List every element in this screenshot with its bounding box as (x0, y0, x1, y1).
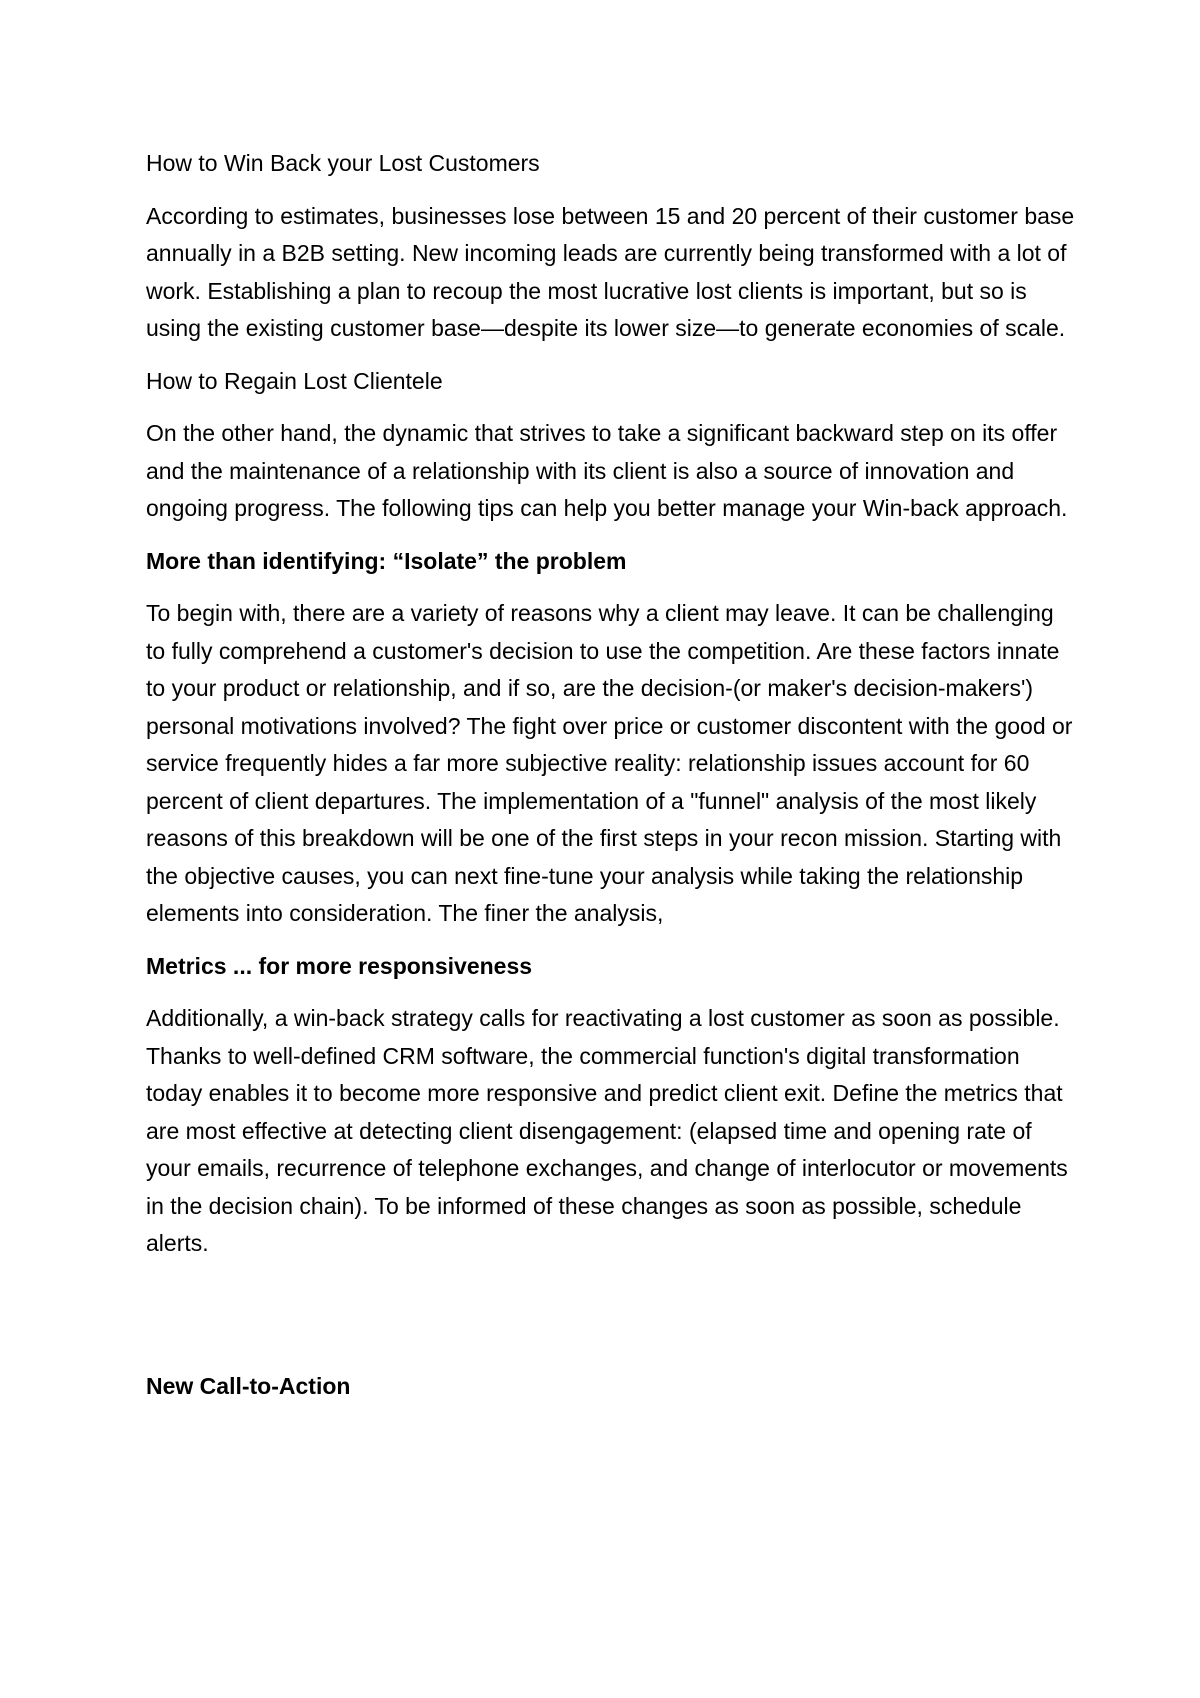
metrics-paragraph: Additionally, a win-back strategy calls for reactivating a lost customer as soon as possible. Thanks to well-defined CRM software, the commercial function's digital transformation today enables it to become more responsive and predict client exit. Define the metrics that are most effective at detecting client disengagement: (elapsed time and opening rate of your emails, recurrence of telephone exchanges, and change of interlocutor or movements in the decision chain). To be informed of these changes as soon as possible, schedule alerts. (146, 1005, 1068, 1256)
isolate-paragraph: To begin with, there are a variety of reasons why a client may leave. It can be challenging to fully comprehend a customer's decision to use the competition. Are these factors innate to your product or relationship, and if so, are the decision-(or maker's decision-makers') personal motivations involved? The fight over price or customer discontent with the good or service frequently hides a far more subjective reality: relationship issues account for 60 percent of client departures. The implementation of a "funnel" analysis of the most likely reasons of this breakdown will be one of the first steps in your recon mission. Starting with the objective causes, you can next fine-tune your analysis while taking the relationship elements into consideration. The finer the analysis, (146, 600, 1073, 926)
document-title: How to Win Back your Lost Customers (146, 150, 540, 176)
isolate-heading: More than identifying: “Isolate” the problem (146, 547, 627, 574)
document-body (146, 145, 1076, 1420)
regain-paragraph: On the other hand, the dynamic that strives to take a significant backward step on its offer and the maintenance of a relationship with its client is also a source of innovation and ongoing progress. The following tips can help you better manage your Win-back approach. (146, 420, 1068, 521)
regain-heading: How to Regain Lost Clientele (146, 367, 443, 394)
metrics-heading: Metrics ... for more responsiveness (146, 952, 533, 979)
blank-space (146, 1278, 1076, 1368)
cta-heading: New Call-to-Action (146, 1372, 351, 1399)
intro-paragraph: According to estimates, businesses lose between 15 and 20 percent of their customer base annually in a B2B setting. New incoming leads are currently being transformed with a lot of work. Establishing a plan to recoup the most lucrative lost clients is important, but so is using the existing customer base—despite its lower size—to generate economies of scale. (146, 202, 1075, 341)
